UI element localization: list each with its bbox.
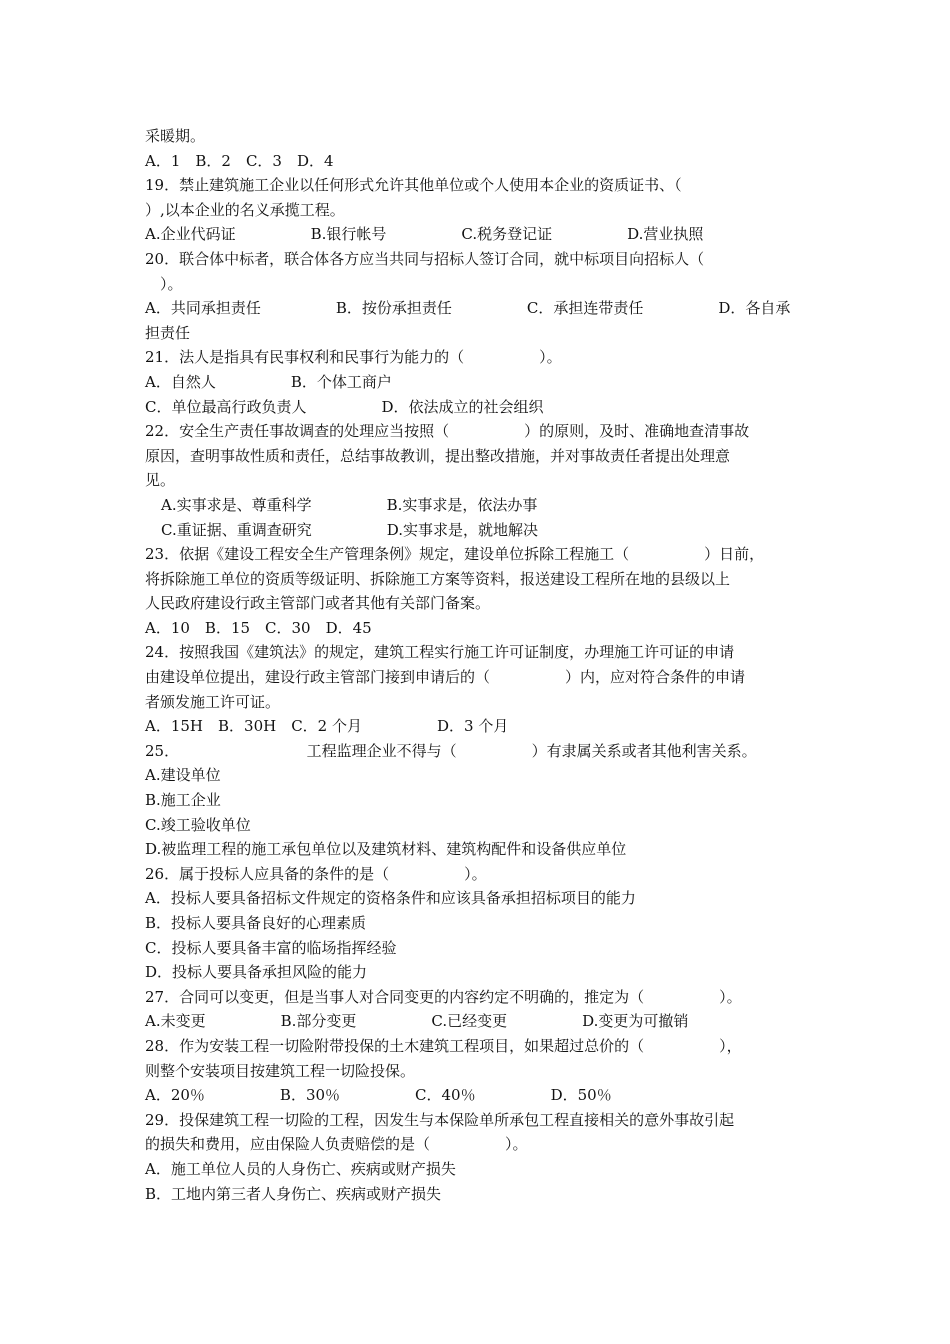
answer-options: C.重证据、重调查研究 D.实事求是，就地解决 [161, 520, 538, 539]
answer-options: A．自然人 B．个体工商户 [145, 372, 392, 391]
question-25: 25． 工程监理企业不得与（ ）有隶属关系或者其他利害关系。 [145, 741, 757, 760]
text-line: 将拆除施工单位的资质等级证明、拆除施工方案等资料，报送建设工程所在地的县级以上 [145, 569, 731, 588]
answer-option: B．工地内第三者人身伤亡、疾病或财产损失 [145, 1184, 442, 1203]
question-28: 28．作为安装工程一切险附带投保的土木建筑工程项目，如果超过总价的（ ）， [145, 1036, 742, 1055]
document-body [145, 124, 815, 1206]
question-26: 26．属于投标人应具备的条件的是（ ）。 [145, 864, 487, 883]
text-line: 见。 [145, 471, 176, 490]
text-line: 担责任 [145, 323, 191, 342]
question-22: 22．安全生产责任事故调查的处理应当按照（ ）的原则，及时、准确地查清事故 [145, 422, 750, 441]
text-line: 则整个安装项目按建筑工程一切险投保。 [145, 1061, 416, 1080]
question-24: 24．按照我国《建筑法》的规定，建筑工程实行施工许可证制度，办理施工许可证的申请 [145, 643, 735, 662]
question-29: 29．投保建筑工程一切险的工程，因发生与本保险单所承包工程直接相关的意外事故引起 [145, 1110, 735, 1129]
answer-options: A.实事求是、尊重科学 B.实事求是，依法办事 [161, 495, 538, 514]
answer-option: A．施工单位人员的人身伤亡、疾病或财产损失 [145, 1159, 456, 1178]
text-line: 采暖期。 [145, 127, 206, 145]
answer-option: C．投标人要具备丰富的临场指挥经验 [145, 938, 397, 957]
answer-options: A．15H B．30H C．2 个月 D．3 个月 [145, 717, 509, 736]
text-line: 原因，查明事故性质和责任，总结事故教训，提出整改措施，并对事故责任者提出处理意 [145, 446, 731, 465]
answer-options: A．1 B．2 C．3 D．4 [145, 151, 334, 170]
question-23: 23．依据《建设工程安全生产管理条例》规定，建设单位拆除工程施工（ ）日前， [145, 545, 765, 564]
answer-options: C．单位最高行政负责人 D．依法成立的社会组织 [145, 397, 544, 416]
answer-options: A.企业代码证 B.银行帐号 C.税务登记证 D.营业执照 [145, 225, 704, 244]
answer-options: A．20％ B．30％ C．40％ D．50％ [145, 1086, 612, 1105]
text-line: 者颁发施工许可证。 [145, 692, 281, 711]
text-line: ）,以本企业的名义承揽工程。 [145, 200, 345, 219]
answer-options: A.未变更 B.部分变更 C.已经变更 D.变更为可撤销 [145, 1012, 689, 1031]
question-21: 21．法人是指具有民事权利和民事行为能力的（ ）。 [145, 348, 562, 367]
question-20: 20．联合体中标者，联合体各方应当共同与招标人签订合同，就中标项目向招标人（ [145, 249, 705, 268]
answer-option: C.竣工验收单位 [145, 815, 251, 834]
question-19: 19．禁止建筑施工企业以任何形式允许其他单位或个人使用本企业的资质证书、（ [145, 176, 682, 195]
answer-option: D.被监理工程的施工承包单位以及建筑材料、建筑构配件和设备供应单位 [145, 840, 627, 859]
text-line: 的损失和费用，应由保险人负责赔偿的是（ ）。 [145, 1135, 528, 1154]
answer-option: A.建设单位 [145, 766, 221, 785]
question-27: 27．合同可以变更，但是当事人对合同变更的内容约定不明确的，推定为（ ）。 [145, 987, 742, 1006]
answer-options: A．共同承担责任 B．按份承担责任 C．承担连带责任 D．各自承 [145, 299, 791, 318]
answer-options: A．10 B．15 C．30 D．45 [145, 618, 372, 637]
text-line: ）。 [145, 274, 183, 293]
answer-option: B.施工企业 [145, 791, 221, 810]
text-line: 人民政府建设行政主管部门或者其他有关部门备案。 [145, 594, 491, 613]
answer-option: A．投标人要具备招标文件规定的资格条件和应该具备承担招标项目的能力 [145, 889, 636, 908]
answer-option: D．投标人要具备承担风险的能力 [145, 963, 368, 982]
text-line: 由建设单位提出，建设行政主管部门接到申请后的（ ）内，应对符合条件的申请 [145, 668, 746, 687]
answer-option: B．投标人要具备良好的心理素质 [145, 914, 367, 932]
